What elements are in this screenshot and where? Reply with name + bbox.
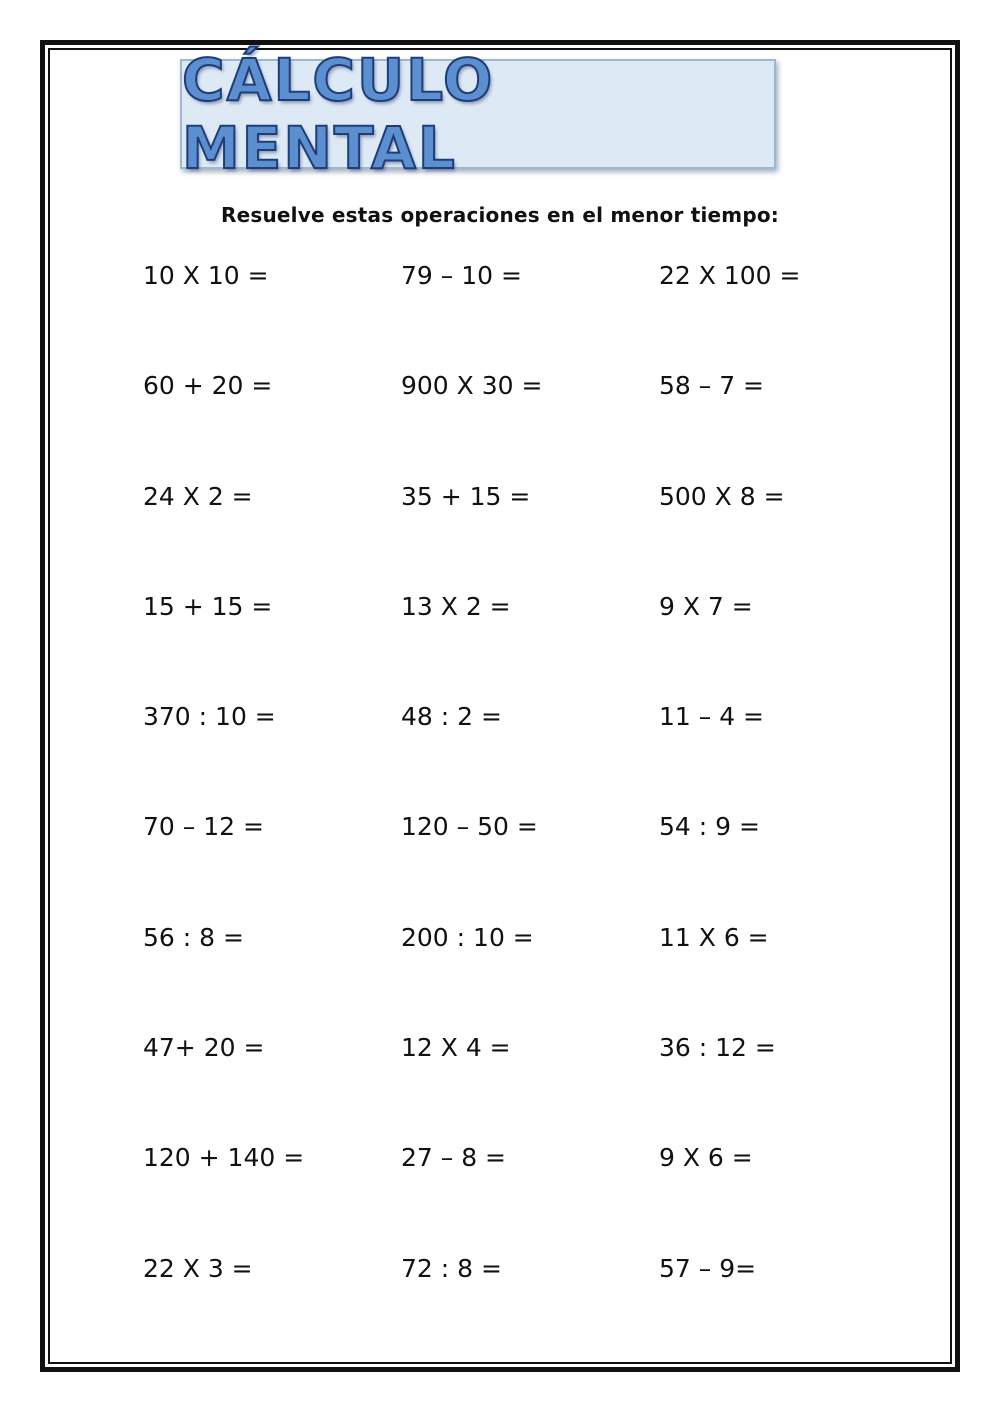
operation: 11 X 6 = (659, 922, 769, 952)
operation: 10 X 10 = (143, 261, 269, 290)
operation: 57 – 9= (659, 1253, 757, 1283)
operation: 500 X 8 = (659, 481, 785, 511)
operation: 72 : 8 = (401, 1253, 502, 1283)
worksheet-title: CÁLCULO MENTAL (182, 46, 495, 182)
title-banner (180, 46, 776, 182)
operation: 24 X 2 = (143, 481, 253, 511)
operation: 58 – 7 = (659, 371, 765, 401)
operation: 48 : 2 = (401, 702, 502, 732)
operation: 370 : 10 = (143, 702, 276, 732)
operation: 200 : 10 = (401, 922, 534, 952)
operation: 27 – 8 = (401, 1143, 507, 1173)
operation: 56 : 8 = (143, 922, 244, 952)
operation: 54 : 9 = (659, 812, 760, 842)
operation: 900 X 30 = (401, 371, 543, 401)
operation: 60 + 20 = (143, 371, 273, 401)
operation: 12 X 4 = (401, 1033, 511, 1063)
operation: 22 X 3 = (143, 1253, 253, 1283)
operation: 35 + 15 = (401, 481, 531, 511)
operation: 70 – 12 = (143, 812, 264, 842)
operation: 9 X 6 = (659, 1143, 753, 1173)
operation: 79 – 10 = (401, 261, 522, 290)
operation: 120 – 50 = (401, 812, 538, 842)
operation: 47+ 20 = (143, 1033, 265, 1063)
operation: 120 + 140 = (143, 1143, 305, 1173)
operations-grid (143, 258, 863, 1361)
operation: 22 X 100 = (659, 261, 801, 290)
operation: 11 – 4 = (659, 702, 765, 732)
operation: 9 X 7 = (659, 591, 753, 621)
operation: 36 : 12 = (659, 1033, 776, 1063)
operation: 13 X 2 = (401, 591, 511, 621)
operation: 15 + 15 = (143, 591, 273, 621)
instructions-text: Resuelve estas operaciones en el menor tiempo: (220, 203, 780, 227)
